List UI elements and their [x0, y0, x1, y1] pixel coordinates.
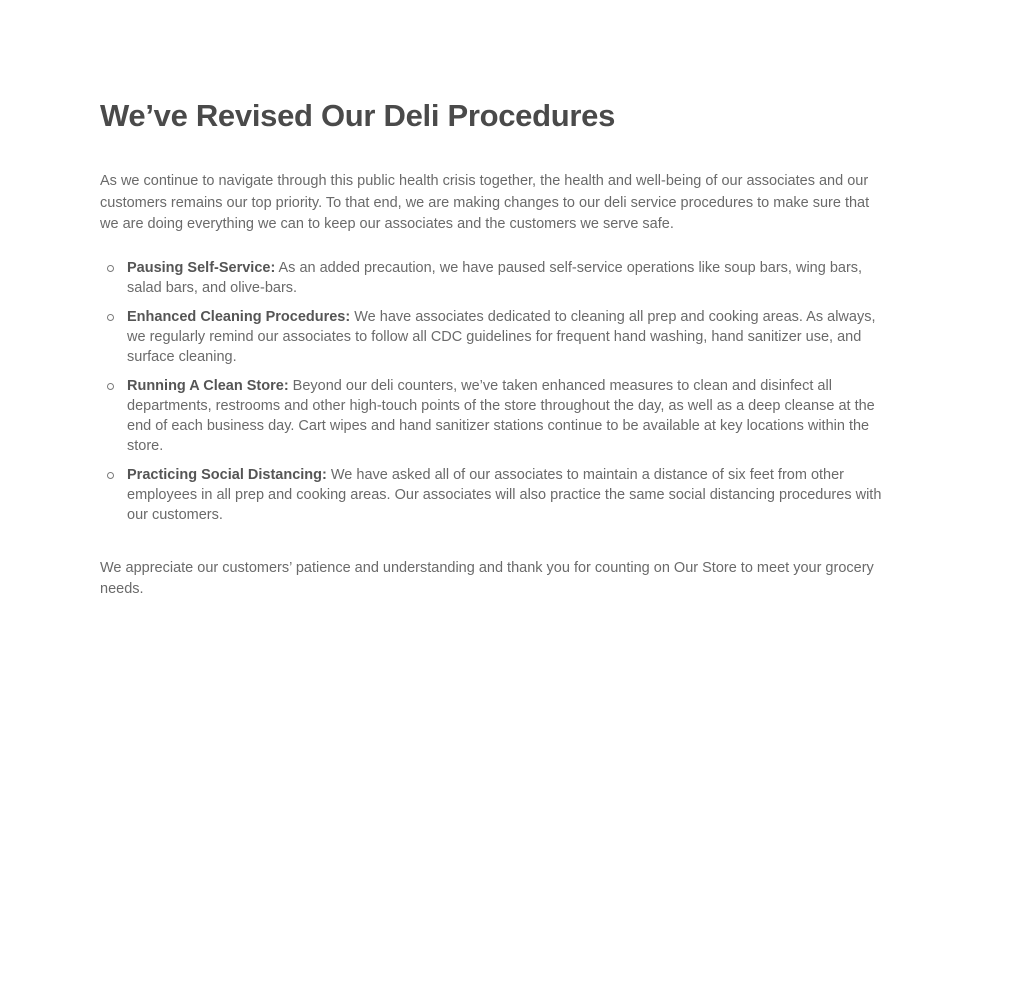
hollow-circle-bullet-icon	[107, 472, 114, 479]
list-item-term: Running A Clean Store:	[127, 377, 289, 394]
list-item-term: Pausing Self-Service:	[127, 259, 276, 276]
list-item-term: Practicing Social Distancing:	[127, 466, 327, 483]
list-item-social-distancing	[100, 465, 890, 525]
closing-paragraph: We appreciate our customers’ patience and understanding and thank you for counting on Our Store to meet your grocery needs.	[100, 559, 874, 597]
list-item-enhanced-cleaning	[100, 307, 890, 367]
hollow-circle-bullet-icon	[107, 383, 114, 390]
hollow-circle-bullet-icon	[107, 314, 114, 321]
hollow-circle-bullet-icon	[107, 265, 114, 272]
article	[100, 96, 890, 601]
list-item-text: As an added precaution, we have paused self-service operations like soup bars, wing bars, salad bars, and olive-bars.	[127, 259, 863, 296]
page-title: We’ve Revised Our Deli Procedures	[100, 98, 616, 133]
list-item-term: Enhanced Cleaning Procedures:	[127, 308, 351, 325]
list-item-text: We have associates dedicated to cleaning all prep and cooking areas. As always, we regularly remind our associates to follow all CDC guidelines for frequent hand washing, hand sanitizer use, and surface cleaning.	[127, 308, 876, 365]
intro-paragraph: As we continue to navigate through this public health crisis together, the health and well-being of our associates and our customers remains our top priority. To that end, we are making changes to our deli service procedures to make sure that we are doing everything we can to keep our associates and the customers we serve safe.	[100, 173, 870, 232]
list-item-clean-store	[100, 376, 890, 456]
list-item-pausing-self-service	[100, 258, 890, 298]
list-item-text: We have asked all of our associates to maintain a distance of six feet from other employees in all prep and cooking areas. Our associates will also practice the same social distancing procedures with our customers.	[127, 466, 882, 523]
list-item-text: Beyond our deli counters, we’ve taken enhanced measures to clean and disinfect all departments, restrooms and other high-touch points of the store throughout the day, as well as a deep cleanse at the end of each business day. Cart wipes and hand sanitizer stations continue to be available at key locations within the store.	[127, 377, 875, 454]
procedures-list	[100, 258, 890, 525]
